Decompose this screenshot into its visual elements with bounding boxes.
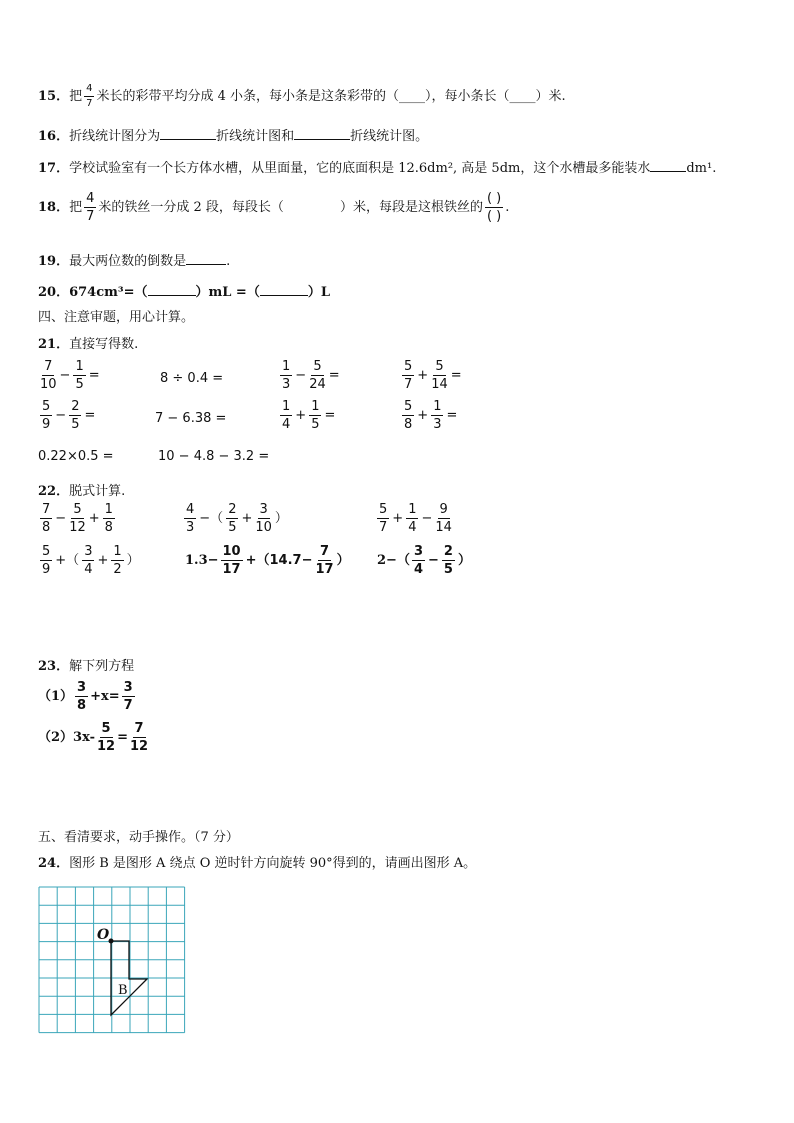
calc-item: $\frac{1}{4}$ + $\frac{1}{5}$ =	[282, 399, 336, 432]
question-22-title: 22．脱式计算.	[38, 484, 126, 499]
calc-item: $\frac{5}{8}$ + $\frac{1}{3}$ =	[404, 399, 458, 432]
question-23-title: 23．解下列方程	[38, 659, 135, 674]
question-20: 20．674cm³=（ ）mL =（ ）L	[38, 285, 330, 300]
fraction: $\frac{4}{7}$	[86, 83, 93, 109]
question-21-title: 21．直接写得数.	[38, 337, 139, 352]
calc-item: 10 − 4.8 − 3.2 =	[158, 449, 270, 464]
calc-item: $\frac{5}{9}$ − $\frac{2}{5}$ =	[42, 399, 96, 432]
grid-svg	[38, 886, 188, 1034]
answer-blank[interactable]	[294, 138, 350, 140]
calc-expression: $\frac{5}{7}$ + $\frac{1}{4}$ − $\frac{9}{14}$	[379, 502, 452, 535]
fraction: $\frac{4}{7}$	[86, 191, 95, 224]
equation-1: （1） $\frac{3}{8}$ +x= $\frac{3}{7}$	[38, 680, 133, 713]
answer-blank[interactable]	[160, 138, 216, 140]
calc-expression: 2−（ $\frac{3}{4}$ − $\frac{2}{5}$ ）	[377, 544, 471, 577]
question-24: 24．图形 B 是图形 A 绕点 O 逆时针方向旋转 90°得到的，请画出图形 A。	[38, 856, 477, 871]
label-b: B	[118, 983, 128, 998]
question-16: 16．折线统计图分为 折线统计图和 折线统计图。	[38, 129, 429, 144]
equation-2: （2）3x- $\frac{5}{12}$ = $\frac{7}{12}$	[38, 721, 149, 754]
calc-expression: $\frac{7}{8}$ − $\frac{5}{12}$ + $\frac{1}{8}$	[42, 502, 113, 535]
question-15: 15．把 $\frac{4}{7}$ 米长的彩带平均分成 4 小条，每小条是这条彩带的（____），每小条长（____）米.	[38, 83, 566, 109]
answer-blank[interactable]	[260, 294, 308, 296]
section-5-heading: 五、看清要求，动手操作。（7 分）	[38, 830, 239, 845]
grid-lines	[39, 887, 185, 1033]
answer-blank[interactable]	[650, 170, 686, 172]
question-19: 19．最大两位数的倒数是 .	[38, 254, 231, 269]
calc-item: 8 ÷ 0.4 =	[160, 371, 224, 386]
calc-item: 0.22×0.5 =	[38, 449, 114, 464]
section-4-heading: 四、注意审题，用心计算。	[38, 310, 195, 325]
calc-expression: $\frac{4}{3}$ −（ $\frac{2}{5}$ + $\frac{3}{10}$ ）	[186, 502, 288, 535]
calc-item: $\frac{1}{3}$ − $\frac{5}{24}$ =	[282, 359, 340, 392]
calc-item: 7 − 6.38 =	[155, 411, 227, 426]
answer-blank[interactable]	[148, 294, 196, 296]
calc-expression: 1.3− $\frac{10}{17}$ +（14.7− $\frac{7}{17}$ ）	[185, 544, 350, 577]
calc-item: $\frac{5}{7}$ + $\frac{5}{14}$ =	[404, 359, 462, 392]
calc-item: $\frac{7}{10}$ − $\frac{1}{5}$ =	[40, 359, 100, 392]
calc-expression: $\frac{5}{9}$ +（ $\frac{3}{4}$ + $\frac{1}{2}$ ）	[42, 544, 140, 577]
rotation-grid-figure[interactable]	[38, 886, 188, 1034]
answer-fraction[interactable]: $\frac{( )}{( )}$	[486, 191, 502, 224]
label-o: O	[97, 927, 110, 943]
question-17: 17．学校试验室有一个长方体水槽，从里面量，它的底面积是 12.6dm², 高是 5dm，这个水槽最多能装水 dm¹.	[38, 161, 717, 176]
point-o	[109, 939, 114, 944]
question-18: 18．把 $\frac{4}{7}$ 米的铁丝一分成 2 段，每段长（ ）米，每段是这根铁丝的 $\frac{( )}{( )}$ .	[38, 191, 510, 224]
answer-blank[interactable]	[186, 263, 226, 265]
